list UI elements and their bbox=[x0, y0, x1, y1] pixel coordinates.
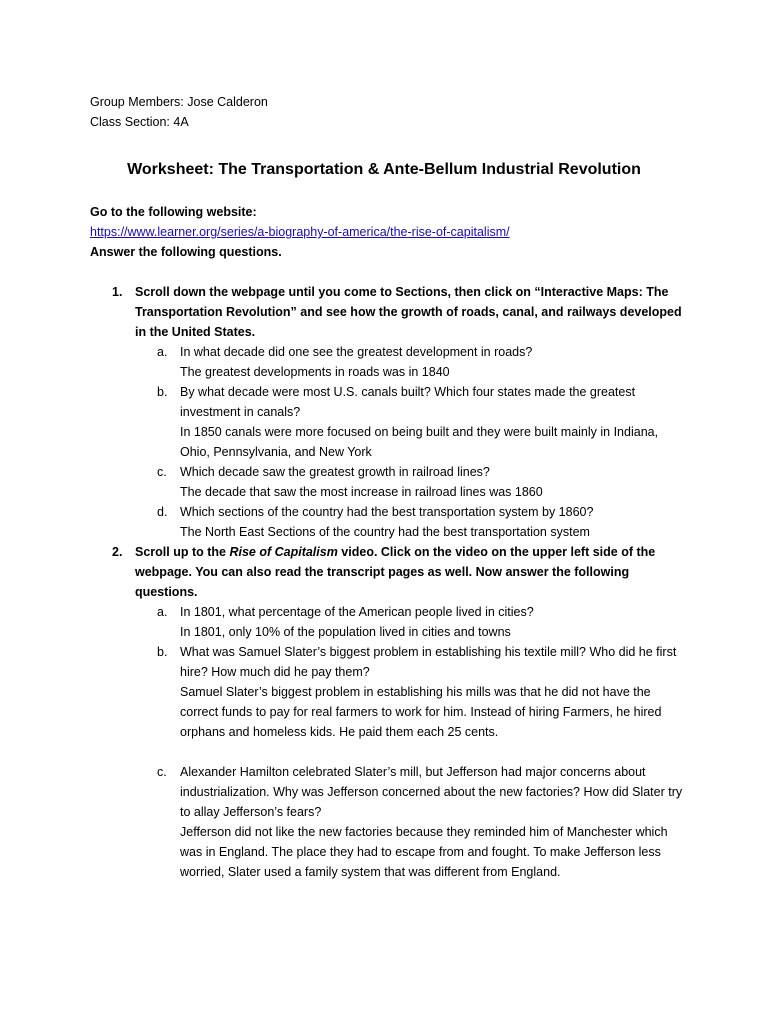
subquestion-1b bbox=[135, 382, 690, 462]
subquestion-answer: In 1801, only 10% of the population lived in cities and towns bbox=[180, 625, 511, 639]
subquestion-2a bbox=[135, 602, 690, 642]
subquestion-text: By what decade were most U.S. canals built? Which four states made the greatest investment in canals? bbox=[180, 385, 636, 419]
subquestion-letter: c. bbox=[157, 765, 167, 779]
answer-instruction: Answer the following questions. bbox=[90, 245, 282, 259]
subquestion-text: In 1801, what percentage of the American people lived in cities? bbox=[180, 605, 534, 619]
question-text-end: video. Click on the video on the upper left side of the webpage. You can also read the transcript pages as well. Now answer the following questions. bbox=[135, 545, 656, 599]
subquestion-letter: b. bbox=[157, 385, 168, 399]
subquestion-answer: The North East Sections of the country had the best transportation system bbox=[180, 525, 590, 539]
video-title: Rise of Capitalism bbox=[229, 545, 338, 559]
question-number: 1. bbox=[112, 285, 123, 299]
worksheet-title: Worksheet: The Transportation & Ante-Bellum Industrial Revolution bbox=[127, 161, 641, 178]
subquestion-1d bbox=[135, 502, 690, 542]
subquestion-letter: b. bbox=[157, 645, 168, 659]
website-link[interactable]: https://www.learner.org/series/a-biography-of-america/the-rise-of-capitalism/ bbox=[90, 225, 510, 239]
subquestion-2c bbox=[135, 762, 690, 882]
subquestion-answer: Samuel Slater’s biggest problem in establishing his mills was that he did not have the correct funds to pay for real farmers to work for him. Instead of hiring Farmers, he hired orphans and homeless kids. He paid them each 25 cents. bbox=[180, 685, 662, 739]
subquestion-answer: In 1850 canals were more focused on being built and they were built mainly in Indiana, Ohio, Pennsylvania, and New York bbox=[180, 425, 659, 459]
subquestion-text: Alexander Hamilton celebrated Slater’s mill, but Jefferson had major concerns about industrialization. Why was Jefferson concerned about the new factories? How did Slater try to allay Jefferson’s fears? bbox=[180, 765, 683, 819]
subquestion-1c bbox=[135, 462, 690, 502]
subquestion-answer: The decade that saw the most increase in railroad lines was 1860 bbox=[180, 485, 543, 499]
subquestion-text: What was Samuel Slater’s biggest problem in establishing his textile mill? Who did he first hire? How much did he pay them? bbox=[180, 645, 677, 679]
header-info bbox=[90, 92, 268, 132]
questions-list bbox=[90, 282, 690, 882]
subquestion-answer: The greatest developments in roads was in 1840 bbox=[180, 365, 450, 379]
subquestion-letter: d. bbox=[157, 505, 168, 519]
subquestion-answer: Jefferson did not like the new factories because they reminded him of Manchester which was in England. The place they had to escape from and fought. To make Jefferson less worried, Slater used a family system that was different from England. bbox=[180, 825, 668, 879]
subquestion-1a bbox=[135, 342, 690, 382]
blank-line bbox=[135, 742, 690, 762]
question-1 bbox=[90, 282, 690, 542]
subquestion-text: Which decade saw the greatest growth in railroad lines? bbox=[180, 465, 490, 479]
question-number: 2. bbox=[112, 545, 123, 559]
question-text bbox=[135, 542, 690, 602]
subquestion-text: Which sections of the country had the best transportation system by 1860? bbox=[180, 505, 594, 519]
subquestion-text: In what decade did one see the greatest development in roads? bbox=[180, 345, 533, 359]
question-text: Scroll down the webpage until you come to Sections, then click on “Interactive Maps: The Transportation Revolution” and see how the growth of roads, canal, and railways developed in the United States. bbox=[135, 285, 682, 339]
question-text-start: Scroll up to the bbox=[135, 545, 230, 559]
goto-instruction: Go to the following website: bbox=[90, 205, 257, 219]
intro bbox=[90, 202, 510, 262]
question-2 bbox=[90, 542, 690, 882]
subquestion-letter: a. bbox=[157, 605, 168, 619]
subquestion-letter: c. bbox=[157, 465, 167, 479]
subquestion-letter: a. bbox=[157, 345, 168, 359]
class-section: Class Section: 4A bbox=[90, 115, 189, 129]
group-members: Group Members: Jose Calderon bbox=[90, 95, 268, 109]
subquestion-2b bbox=[135, 642, 690, 742]
